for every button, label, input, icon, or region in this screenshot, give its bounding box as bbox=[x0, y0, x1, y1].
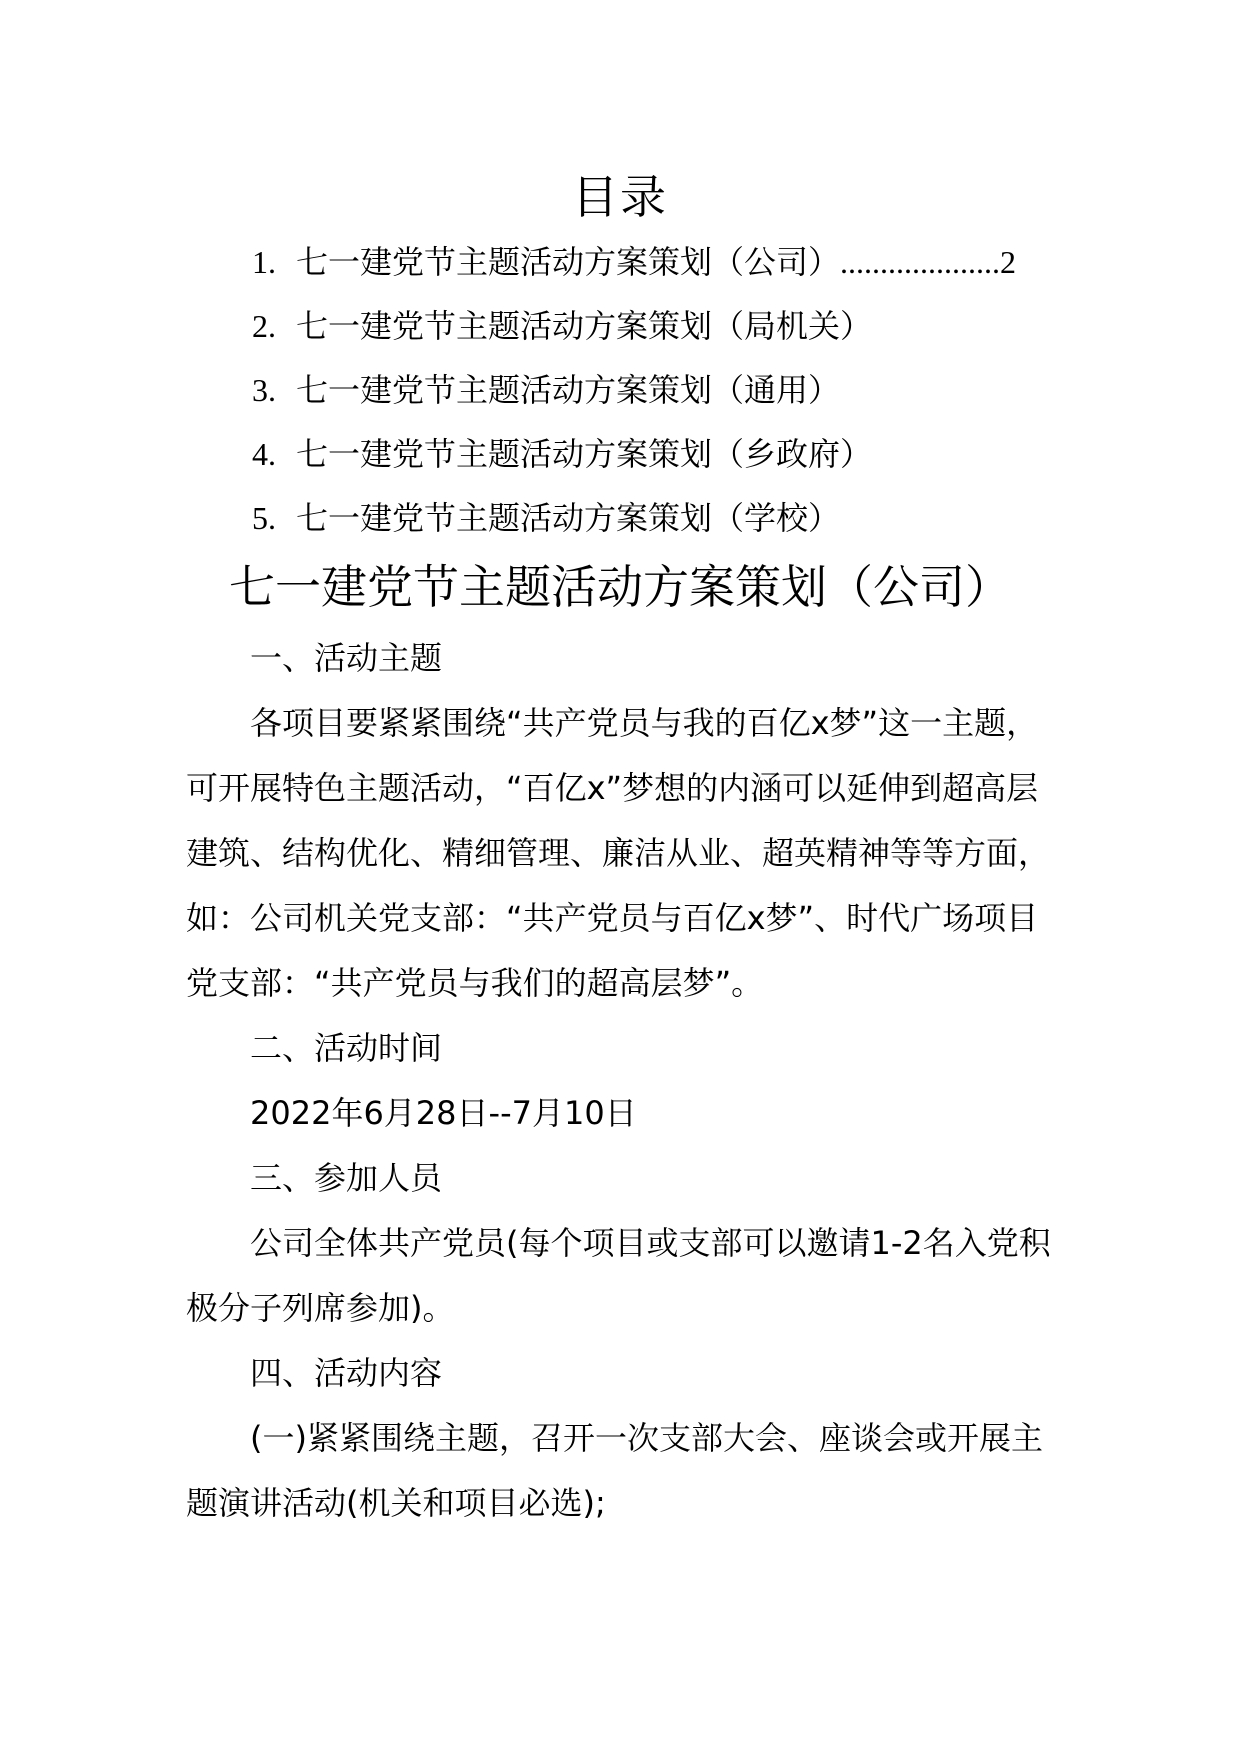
toc-item-number: 1. bbox=[252, 244, 276, 280]
section-heading-time: 二、活动时间 bbox=[250, 1029, 443, 1067]
toc-item[interactable] bbox=[252, 430, 1052, 494]
toc-item-page: 2 bbox=[1000, 244, 1017, 280]
toc-list bbox=[252, 238, 1052, 558]
toc-item[interactable] bbox=[252, 238, 1052, 302]
section-heading-participants: 三、参加人员 bbox=[250, 1159, 443, 1197]
toc-item-number: 5. bbox=[252, 500, 276, 536]
section-body-participants: 公司全体共产党员(每个项目或支部可以邀请1-2名入党积极分子列席参加)。 bbox=[186, 1224, 1051, 1327]
toc-item-number: 2. bbox=[252, 308, 276, 344]
section-heading-content: 四、活动内容 bbox=[250, 1354, 443, 1392]
toc-item-number: 4. bbox=[252, 436, 276, 472]
section-heading-theme: 一、活动主题 bbox=[250, 639, 443, 677]
toc-item-leader: .................... bbox=[840, 244, 1001, 280]
section-content-item: (一)紧紧围绕主题，召开一次支部大会、座谈会或开展主题演讲活动(机关和项目必选); bbox=[186, 1419, 1043, 1522]
toc-item-number: 3. bbox=[252, 372, 276, 408]
toc-item-text: 七一建党节主题活动方案策划（通用） bbox=[296, 371, 841, 409]
toc-item[interactable] bbox=[252, 302, 1052, 366]
toc-item-text: 七一建党节主题活动方案策划（乡政府） bbox=[296, 435, 873, 473]
toc-item[interactable] bbox=[252, 494, 1052, 558]
document-title: 七一建党节主题活动方案策划（公司） bbox=[229, 560, 1011, 614]
toc-item-text: 七一建党节主题活动方案策划（局机关） bbox=[296, 307, 873, 345]
section-body-time: 2022年6月28日--7月10日 bbox=[250, 1094, 637, 1132]
toc-title: 目录 bbox=[572, 170, 668, 224]
toc-item[interactable] bbox=[252, 366, 1052, 430]
toc-item-text: 七一建党节主题活动方案策划（学校） bbox=[296, 499, 841, 537]
section-body-theme: 各项目要紧紧围绕“共产党员与我的百亿x梦”这一主题，可开展特色主题活动，“百亿x”梦想的内涵可以延伸到超高层建筑、结构优化、精细管理、廉洁从业、超英精神等等方面，如：公司机关党支部：“共产党员与百亿x梦”、时代广场项目党支部：“共产党员与我们的超高层梦”。 bbox=[186, 704, 1051, 1002]
toc-item-text: 七一建党节主题活动方案策划（公司） bbox=[296, 243, 841, 281]
document-body bbox=[186, 626, 1056, 1536]
